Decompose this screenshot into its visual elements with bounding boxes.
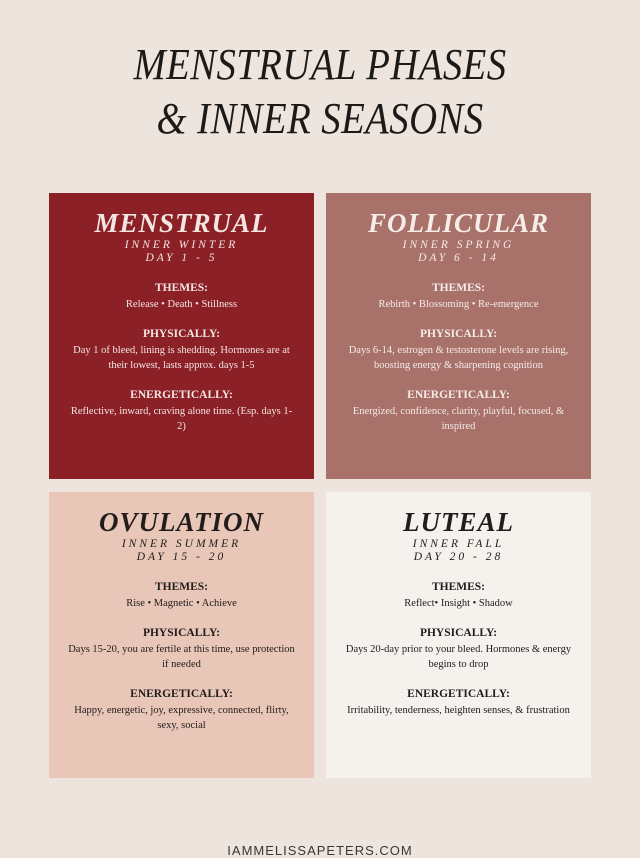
themes-heading: THEMES:	[154, 282, 209, 294]
energetically-heading: ENERGETICALLY:	[407, 687, 510, 700]
card-season: INNER SPRING	[402, 239, 515, 251]
energetically-heading: ENERGETICALLY:	[130, 388, 233, 401]
physically-heading: PHYSICALLY:	[419, 626, 498, 639]
physically-text: Days 15-20, you are fertile at this time, use protection if needed	[68, 643, 295, 670]
card-title: LUTEAL	[403, 507, 514, 537]
themes-text: Release • Death • Stillness	[125, 299, 238, 310]
title-line-1: MENSTRUAL PHASES	[133, 40, 507, 89]
card-follicular	[326, 193, 591, 479]
card-title: MENSTRUAL	[94, 208, 269, 238]
energetically-heading: ENERGETICALLY:	[130, 687, 233, 700]
card-season: INNER SUMMER	[121, 538, 242, 550]
physically-text: Days 6-14, estrogen & testosterone levels are rising, boosting energy & sharpening cognition	[348, 344, 569, 371]
card-luteal	[326, 492, 591, 778]
themes-heading: THEMES:	[431, 282, 486, 294]
physically-heading: PHYSICALLY:	[142, 626, 221, 639]
title-line-2: & INNER SEASONS	[156, 94, 484, 143]
card-season: INNER WINTER	[124, 239, 239, 251]
page-title	[0, 38, 640, 146]
physically-text: Day 1 of bleed, lining is shedding. Hormones are at their lowest, lasts approx. days 1-5	[73, 344, 290, 371]
card-title: FOLLICULAR	[367, 208, 550, 238]
card-days: DAY 20 - 28	[413, 551, 504, 563]
card-days: DAY 1 - 5	[145, 252, 218, 264]
energetically-text: Irritability, tenderness, heighten senses, & frustration	[347, 704, 570, 716]
physically-heading: PHYSICALLY:	[142, 327, 221, 340]
physically-text: Days 20-day prior to your bleed. Hormones & energy begins to drop	[345, 643, 572, 670]
card-days: DAY 6 - 14	[418, 252, 499, 264]
themes-text: Rebirth • Blossoming • Re-emergence	[378, 299, 539, 310]
energetically-text: Happy, energetic, joy, expressive, connected, flirty, sexy, social	[74, 704, 289, 731]
themes-heading: THEMES:	[154, 581, 209, 593]
physically-heading: PHYSICALLY:	[419, 327, 498, 340]
energetically-text: Reflective, inward, craving alone time. (Esp. days 1-2)	[70, 405, 293, 432]
themes-text: Reflect• Insight • Shadow	[404, 598, 513, 609]
card-ovulation	[49, 492, 314, 778]
card-season: INNER FALL	[412, 538, 505, 550]
energetically-text: Energized, confidence, clarity, playful, focused, & inspired	[352, 405, 565, 432]
card-menstrual	[49, 193, 314, 479]
card-days: DAY 15 - 20	[136, 551, 227, 563]
themes-text: Rise • Magnetic • Achieve	[126, 598, 237, 609]
card-title: OVULATION	[98, 507, 264, 537]
website-footer: IAMMELISSAPETERS.COM	[227, 843, 413, 858]
themes-heading: THEMES:	[431, 581, 486, 593]
energetically-heading: ENERGETICALLY:	[407, 388, 510, 401]
